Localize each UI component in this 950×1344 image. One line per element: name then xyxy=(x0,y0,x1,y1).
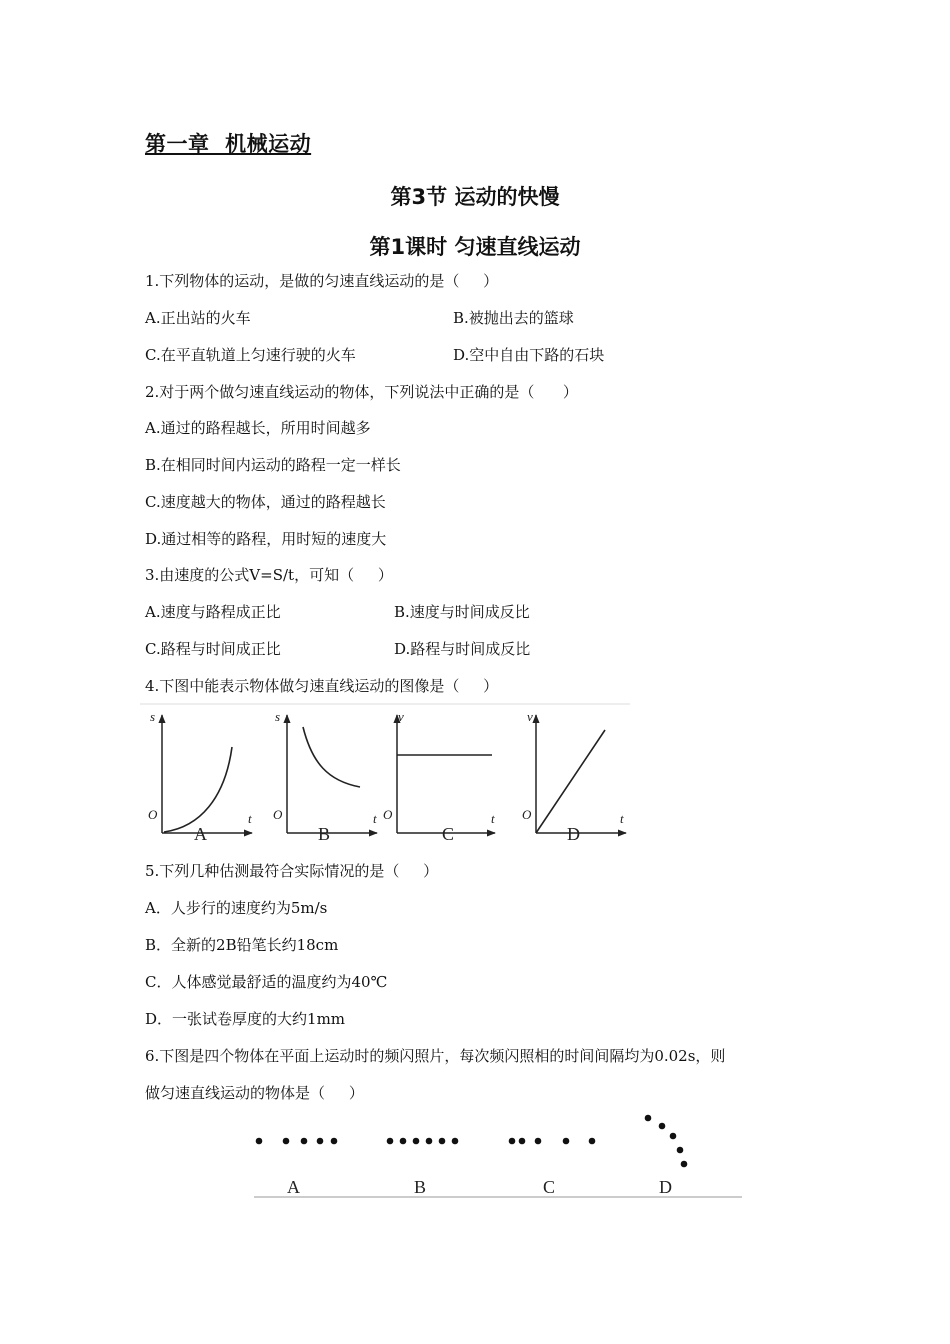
lesson-title xyxy=(0,231,950,261)
motion-graphs-figure xyxy=(140,703,630,848)
graph-b-label: B xyxy=(318,824,331,844)
graph-b-y-label: s xyxy=(275,709,281,724)
photo-c-label: C xyxy=(543,1177,556,1197)
graph-b-origin: O xyxy=(273,807,283,822)
photo-a-dot xyxy=(331,1138,338,1145)
graph-a-label: A xyxy=(194,824,207,844)
photo-c-dot xyxy=(563,1138,570,1145)
photo-c xyxy=(509,1138,596,1197)
graph-b-x-label: t xyxy=(373,811,377,826)
question-2-stem: 2.对于两个做匀速直线运动的物体，下列说法中正确的是（ ） xyxy=(145,383,578,401)
photo-b-dot xyxy=(426,1138,433,1145)
graph-a-y-label: s xyxy=(150,709,156,724)
graph-d-y-label: v xyxy=(527,709,533,724)
graph-a-x-label: t xyxy=(248,811,252,826)
question-4-stem: 4.下图中能表示物体做匀速直线运动的图像是（ ） xyxy=(145,677,499,695)
question-1-option-a: A.正出站的火车 xyxy=(145,309,251,327)
photo-b-dot xyxy=(400,1138,407,1145)
question-2-option-b: B.在相同时间内运动的路程一定一样长 xyxy=(145,456,401,474)
photo-b-dot xyxy=(413,1138,420,1145)
graph-c-y-label: v xyxy=(398,709,404,724)
question-3-option-b: B.速度与时间成反比 xyxy=(394,603,530,621)
question-1-option-c: C.在平直轨道上匀速行驶的火车 xyxy=(145,346,356,364)
question-2-option-d: D.通过相等的路程，用时短的速度大 xyxy=(145,530,387,548)
photo-d-dot xyxy=(681,1161,688,1168)
question-1-option-b: B.被抛出去的篮球 xyxy=(453,309,574,327)
question-3-option-d: D.路程与时间成反比 xyxy=(394,640,531,658)
section-title-text: 第3节 运动的快慢 xyxy=(390,185,560,209)
lesson-title-text: 第1课时 匀速直线运动 xyxy=(369,235,581,259)
question-6-stem-line-2: 做匀速直线运动的物体是（ ） xyxy=(145,1084,364,1102)
graph-d-origin: O xyxy=(522,807,532,822)
question-2-option-a: A.通过的路程越长，所用时间越多 xyxy=(145,419,371,437)
photo-a-dot xyxy=(256,1138,263,1145)
question-1-stem: 1.下列物体的运动，是做的匀速直线运动的是（ ） xyxy=(145,272,499,290)
question-5-option-b: B．全新的2B铅笔长约18cm xyxy=(145,936,339,954)
section-title xyxy=(0,181,950,211)
photo-b xyxy=(387,1138,459,1197)
graph-b xyxy=(273,709,377,844)
photo-d-label: D xyxy=(659,1177,672,1197)
photo-a xyxy=(256,1138,338,1197)
question-6-stem-line-1: 6.下图是四个物体在平面上运动时的频闪照片，每次频闪照相的时间间隔均为0.02s，则 xyxy=(145,1047,726,1065)
graph-d-x-label: t xyxy=(620,811,624,826)
graph-d xyxy=(522,709,626,844)
photo-a-label: A xyxy=(287,1177,300,1197)
question-5-option-a: A．人步行的速度约为5m/s xyxy=(145,899,328,917)
photo-d-dot xyxy=(670,1133,677,1140)
question-5-stem: 5.下列几种估测最符合实际情况的是（ ） xyxy=(145,862,439,880)
graph-c-label: C xyxy=(442,824,455,844)
photo-d xyxy=(645,1115,688,1197)
photo-b-label: B xyxy=(414,1177,427,1197)
graph-d-label: D xyxy=(567,824,580,844)
photo-c-dot xyxy=(589,1138,596,1145)
question-5-option-c: C．人体感觉最舒适的温度约为40℃ xyxy=(145,973,388,991)
graph-c-origin: O xyxy=(383,807,393,822)
graph-b-curve xyxy=(303,727,360,787)
photo-b-dot xyxy=(452,1138,459,1145)
photo-d-dot xyxy=(659,1123,666,1130)
question-2-option-c: C.速度越大的物体，通过的路程越长 xyxy=(145,493,386,511)
graph-a-curve xyxy=(164,747,232,832)
photo-c-dot xyxy=(535,1138,542,1145)
photo-b-dot xyxy=(439,1138,446,1145)
stroboscopic-photos-figure xyxy=(250,1108,745,1200)
graph-a xyxy=(148,709,252,844)
photo-b-dot xyxy=(387,1138,394,1145)
chapter-title: 第一章 机械运动 xyxy=(145,132,312,156)
question-3-option-a: A.速度与路程成正比 xyxy=(145,603,281,621)
graph-c-x-label: t xyxy=(491,811,495,826)
graph-d-line xyxy=(536,730,605,833)
photo-d-dot xyxy=(677,1147,684,1154)
question-3-option-c: C.路程与时间成正比 xyxy=(145,640,281,658)
photo-a-dot xyxy=(317,1138,324,1145)
question-5-option-d: D．一张试卷厚度的大约1mm xyxy=(145,1010,346,1028)
question-1-option-d: D.空中自由下路的石块 xyxy=(453,346,605,364)
photo-d-dot xyxy=(645,1115,652,1122)
photo-a-dot xyxy=(301,1138,308,1145)
graph-a-origin: O xyxy=(148,807,158,822)
graph-c xyxy=(383,709,495,844)
photo-a-dot xyxy=(283,1138,290,1145)
photo-c-dot xyxy=(509,1138,516,1145)
photo-c-dot xyxy=(519,1138,526,1145)
question-3-stem: 3.由速度的公式V=S/t，可知（ ） xyxy=(145,566,393,584)
